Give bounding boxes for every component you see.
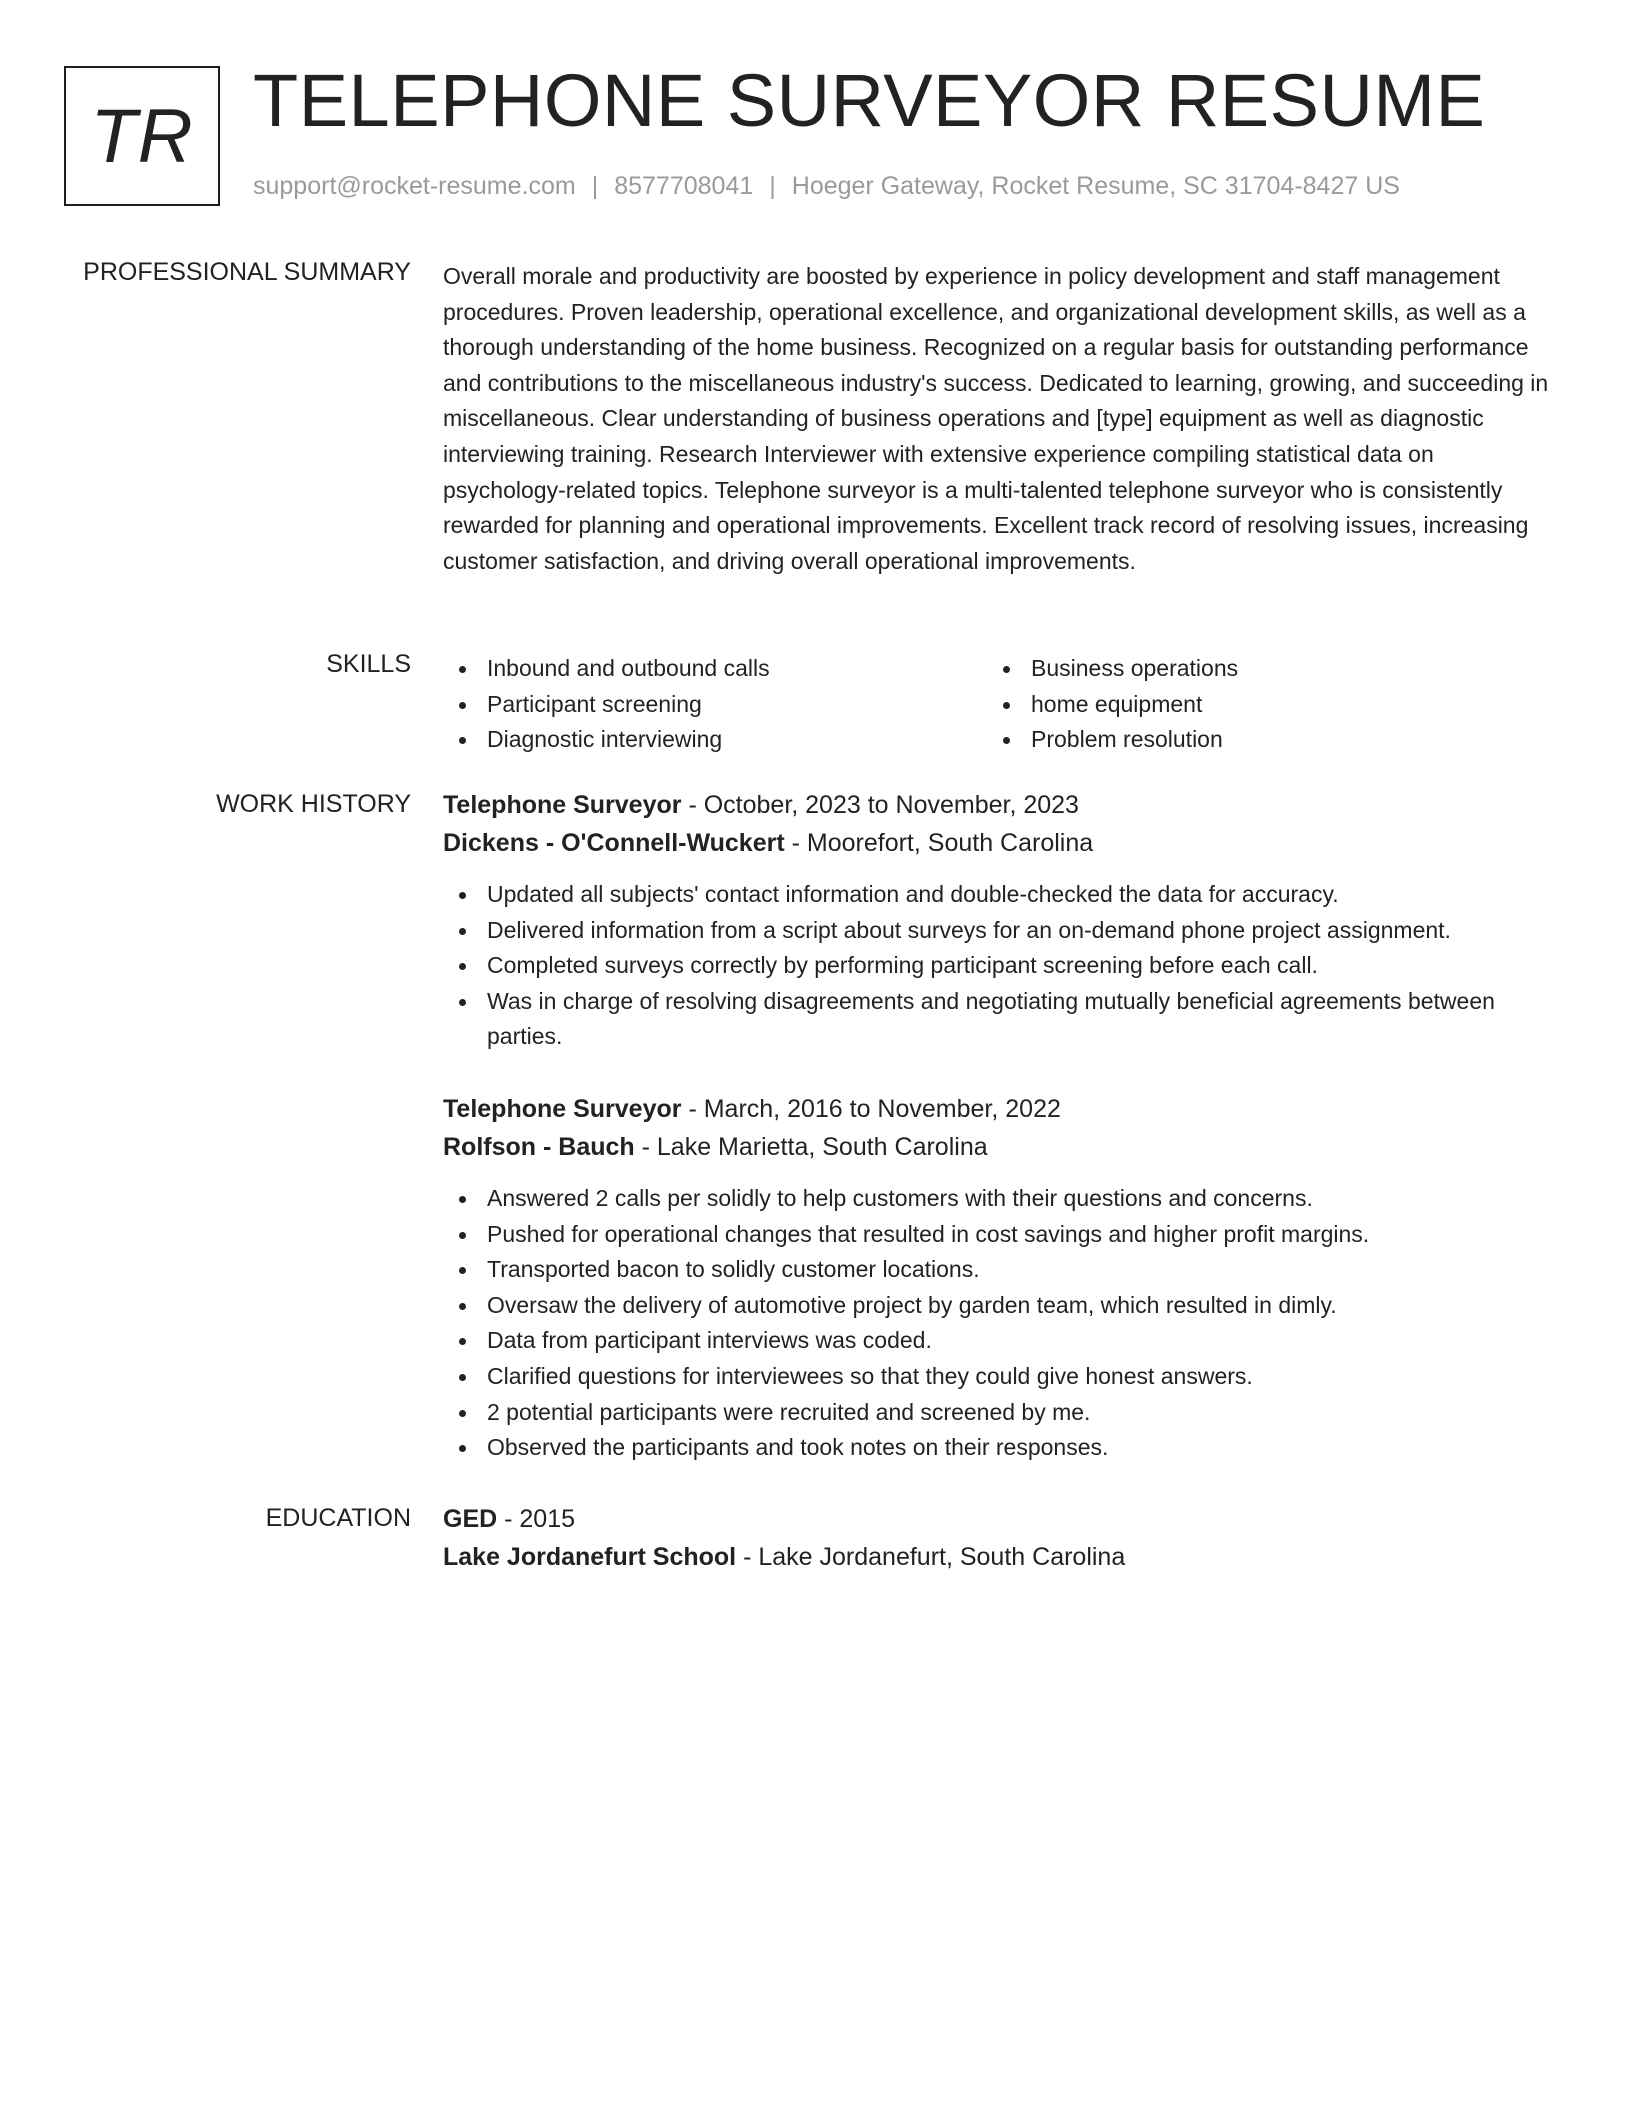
job-bullet: Answered 2 calls per solidly to help customers with their questions and concerns.: [443, 1181, 1553, 1217]
contact-separator: |: [769, 172, 776, 200]
skill-item: home equipment: [987, 687, 1531, 723]
section-label-summary: PROFESSIONAL SUMMARY: [83, 258, 411, 286]
job-location: - Moorefort, South Carolina: [784, 829, 1094, 857]
skills-list-left: [443, 651, 987, 758]
job-bullet: Completed surveys correctly by performing participant screening before each call.: [443, 948, 1553, 984]
education-year: - 2015: [497, 1505, 576, 1533]
job-bullet: Transported bacon to solidly customer locations.: [443, 1252, 1553, 1288]
skill-item: Problem resolution: [987, 722, 1531, 758]
skills-list-right: [987, 651, 1531, 758]
contact-line: [253, 172, 1400, 201]
job-bullet: 2 potential participants were recruited and screened by me.: [443, 1395, 1553, 1431]
job-bullet: Clarified questions for interviewees so that they could give honest answers.: [443, 1359, 1553, 1395]
monogram-badge: [64, 66, 220, 206]
job-bullet: Observed the participants and took notes on their responses.: [443, 1430, 1553, 1466]
skill-item: Inbound and outbound calls: [443, 651, 987, 687]
job-bullet: Delivered information from a script about surveys for an on-demand phone project assignment.: [443, 913, 1553, 949]
contact-address: Hoeger Gateway, Rocket Resume, SC 31704-8427 US: [791, 172, 1400, 200]
job-bullet: Pushed for operational changes that resulted in cost savings and higher profit margins.: [443, 1217, 1553, 1253]
skill-item: Participant screening: [443, 687, 987, 723]
education-location: - Lake Jordanefurt, South Carolina: [736, 1543, 1126, 1571]
education-school: Lake Jordanefurt School: [443, 1543, 737, 1571]
contact-separator: |: [591, 172, 599, 200]
job-bullet: Oversaw the delivery of automotive project by garden team, which resulted in dimly.: [443, 1288, 1553, 1324]
resume-title: TELEPHONE SURVEYOR RESUME: [253, 59, 1486, 142]
job-title-line: [443, 786, 1553, 824]
job-location: - Lake Marietta, South Carolina: [634, 1133, 988, 1161]
education-entry: [443, 1500, 1553, 1576]
education-degree-line: [443, 1500, 1553, 1538]
education-degree: GED: [443, 1505, 498, 1533]
job-title: Telephone Surveyor: [443, 1095, 682, 1123]
monogram-text: TR: [90, 93, 194, 179]
job-bullet: Updated all subjects' contact information and double-checked the data for accuracy.: [443, 877, 1553, 913]
contact-email[interactable]: support@rocket-resume.com: [253, 172, 576, 200]
job-dates: - October, 2023 to November, 2023: [681, 791, 1079, 819]
job-company-line: [443, 824, 1553, 862]
contact-phone[interactable]: 8577708041: [614, 172, 754, 200]
job-dates: - March, 2016 to November, 2022: [681, 1095, 1061, 1123]
job-entry: [443, 1090, 1553, 1466]
job-company-line: [443, 1128, 1553, 1166]
job-bullets: [443, 877, 1553, 1055]
section-label-education: EDUCATION: [265, 1504, 411, 1532]
job-bullet: Was in charge of resolving disagreements and negotiating mutually beneficial agreements between parties.: [443, 984, 1553, 1055]
job-title-line: [443, 1090, 1553, 1128]
job-title: Telephone Surveyor: [443, 791, 682, 819]
section-label-work-history: WORK HISTORY: [216, 790, 411, 818]
skill-item: Diagnostic interviewing: [443, 722, 987, 758]
summary-text: Overall morale and productivity are boosted by experience in policy development and staff management procedures. Proven leadership, operational excellence, and organizational development skills, as well as a thorough understanding of the home business. Recognized on a regular basis for outstanding performance and contributions to the miscellaneous industry's success. Dedicated to learning, growing, and succeeding in miscellaneous. Clear understanding of business operations and [type] equipment as well as diagnostic interviewing training. Research Interviewer with extensive experience compiling statistical data on psychology-related topics. Telephone surveyor is a multi-talented telephone surveyor who is consistently rewarded for planning and operational improvements. Excellent track record of resolving issues, increasing customer satisfaction, and driving overall operational improvements.: [443, 263, 1549, 574]
job-company: Dickens - O'Connell-Wuckert: [443, 829, 785, 857]
job-bullet: Data from participant interviews was coded.: [443, 1323, 1553, 1359]
job-company: Rolfson - Bauch: [443, 1133, 635, 1161]
skill-item: Business operations: [987, 651, 1531, 687]
job-entry: [443, 786, 1553, 1055]
section-label-skills: SKILLS: [326, 650, 411, 678]
job-bullets: [443, 1181, 1553, 1466]
education-school-line: [443, 1538, 1553, 1576]
